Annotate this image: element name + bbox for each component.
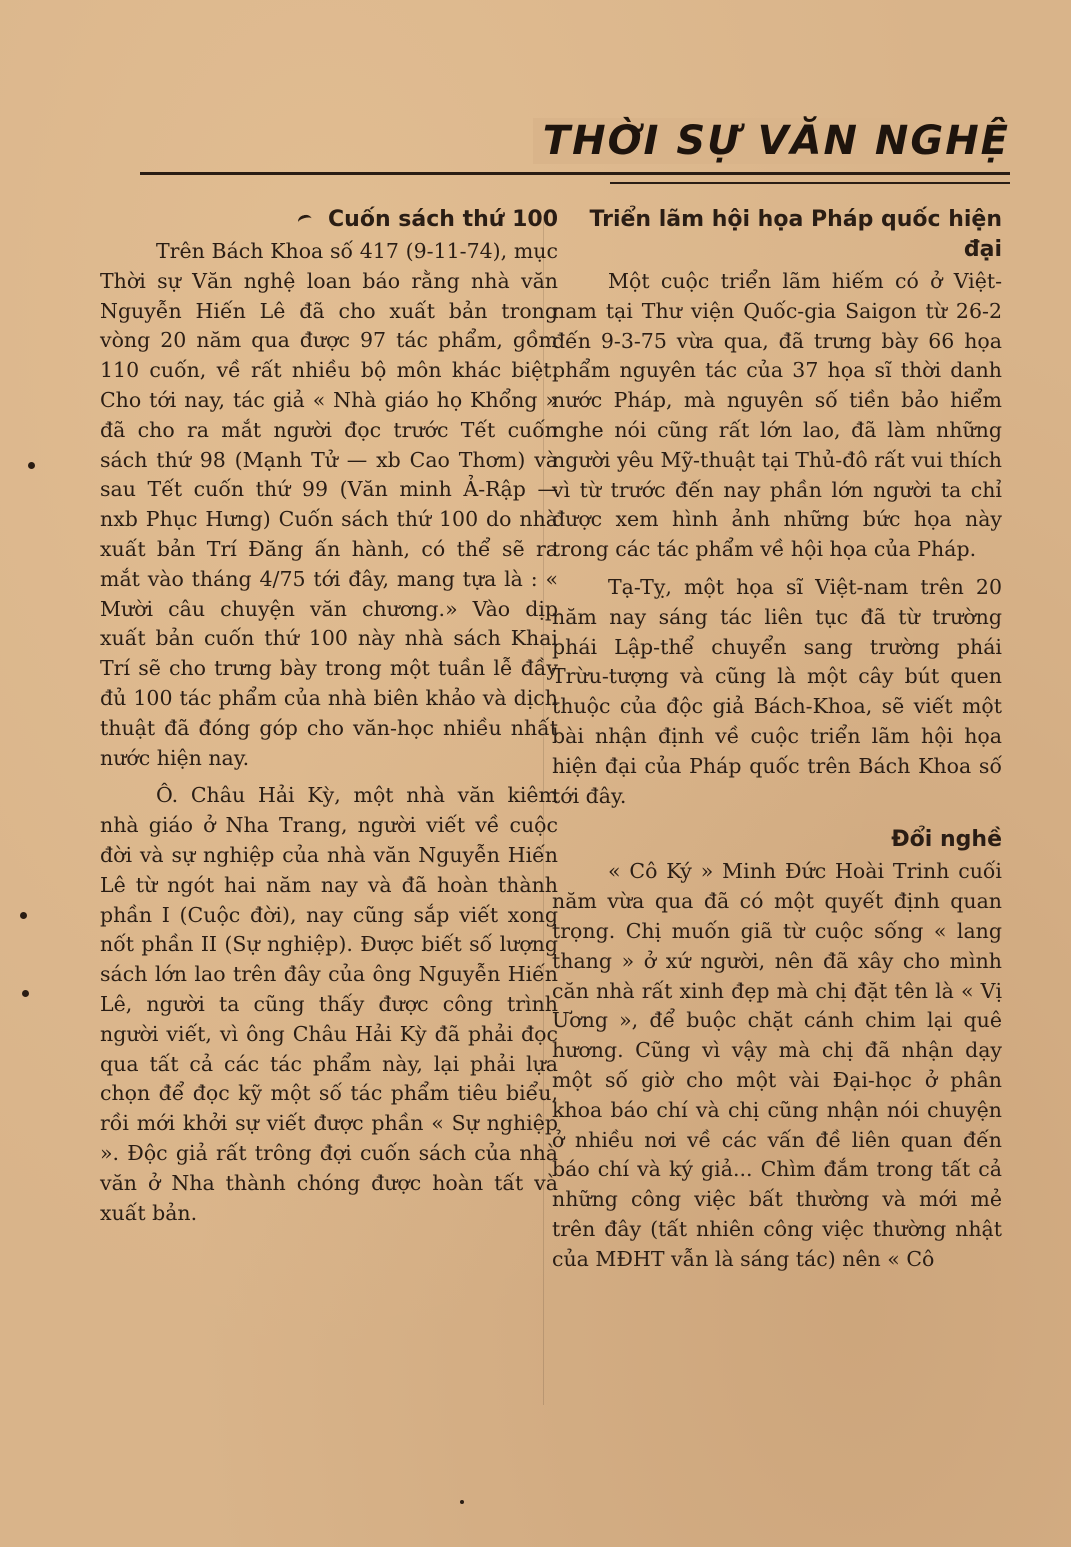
- section-title: THỜI SỰ VĂN NGHỆ: [533, 118, 1010, 164]
- margin-speck: [460, 1500, 464, 1504]
- margin-speck: [28, 462, 35, 469]
- article-paragraph: Một cuộc triển lãm hiếm có ở Việt-nam tại Thư viện Quốc-gia Saigon từ 26-2 đến 9-3-75 vừa qua, đã trưng bày 66 họa phẩm nguyên tác của 37 họa sĩ thời danh nước Pháp, mà nguyên số tiền bảo hiểm nghe nói cũng rất lớn lao, đã làm những người yêu Mỹ-thuật tại Thủ-đô rất vui thích vì từ trước đến nay phần lớn người ta chỉ được xem hình ảnh những bức họa này trong các tác phẩm về hội họa của Pháp.: [552, 269, 1002, 562]
- article-heading-exhibition: Triển lãm hội họa Pháp quốc hiện đại: [589, 207, 1002, 262]
- section-header: [140, 118, 1010, 198]
- article-paragraph: Tạ-Tỵ, một họa sĩ Việt-nam trên 20 năm nay sáng tác liên tục đã từ trường phái Lập-thể chuyển sang trường phái Trừu-tượng và cũng là một cây bút quen thuộc của độc giả Bách-Khoa, sẽ viết một bài nhận định về cuộc triển lãm hội họa hiện đại của Pháp quốc trên Bách Khoa số tới đây.: [552, 574, 1002, 808]
- article-heading-career-change: Đổi nghề: [891, 827, 1002, 853]
- margin-speck: [22, 990, 29, 997]
- right-column: [552, 205, 1002, 1275]
- left-column: [100, 205, 558, 1228]
- article-paragraph: Trên Bách Khoa số 417 (9-11-74), mục Thời sự Văn nghệ loan báo rằng nhà văn Nguyễn Hiến Lê đã cho xuất bản trong vòng 20 năm qua được 97 tác phẩm, gồm 110 cuốn, về rất nhiều bộ môn khác biệt. Cho tới nay, tác giả « Nhà giáo họ Khổng » đã cho ra mắt người đọc trước Tết cuốn sách thứ 98 (Mạnh Tử — xb Cao Thơm) và sau Tết cuốn thứ 99 (Văn minh Ả-Rập — nxb Phục Hưng) Cuốn sách thứ 100 do nhà xuất bản Trí Đăng ấn hành, có thể sẽ ra mắt vào tháng 4/75 tới đây, mang tựa là : « Mười câu chuyện văn chương.» Vào dịp xuất bản cuốn thứ 100 này nhà sách Khai Trí sẽ cho trưng bày trong một tuần lễ đầy đủ 100 tác phẩm của nhà biên khảo và dịch thuật đã đóng góp cho văn-học nhiều nhất nước hiện nay.: [100, 239, 558, 770]
- margin-speck: [20, 912, 27, 919]
- header-rule: [140, 172, 1010, 175]
- header-rule-lower: [610, 182, 1010, 184]
- article-paragraph: Ô. Châu Hải Kỳ, một nhà văn kiêm nhà giáo ở Nha Trang, người viết về cuộc đời và sự nghiệp của nhà văn Nguyễn Hiến Lê từ ngót hai năm nay và đã hoàn thành phần I (Cuộc đời), nay cũng sắp viết xong nốt phần II (Sự nghiệp). Được biết số lượng sách lớn lao trên đây của ông Nguyễn Hiến Lê, người ta cũng thấy được công trình người viết, vì ông Châu Hải Kỳ đã phải đọc qua tất cả các tác phẩm này, lại phải lựa chọn để đọc kỹ một số tác phẩm tiêu biểu, rồi mới khởi sự viết được phần « Sự nghiệp ». Độc giả rất trông đợi cuốn sách của nhà văn ở Nha thành chóng được hoàn tất và xuất bản.: [100, 783, 558, 1225]
- heading-bullet-icon: [297, 213, 313, 227]
- article-paragraph: « Cô Ký » Minh Đức Hoài Trinh cuối năm vừa qua đã có một quyết định quan trọng. Chị muốn giã từ cuộc sống « lang thang » ở xứ người, nên đã xây cho mình căn nhà rất xinh đẹp mà chị đặt tên là « Vị Ương », để buộc chặt cánh chim lại quê hương. Cũng vì vậy mà chị đã nhận dạy một số giờ cho một vài Đại-học ở phân khoa báo chí và chị cũng nhận nói chuyện ở nhiều nơi về các vấn đề liên quan đến báo chí và ký giả... Chìm đắm trong tất cả những công việc bất thường và mới mẻ trên đây (tất nhiên công việc thường nhật của MĐHT vẫn là sáng tác) nên « Cô: [552, 859, 1002, 1271]
- article-heading-100th-book: Cuốn sách thứ 100: [100, 205, 558, 235]
